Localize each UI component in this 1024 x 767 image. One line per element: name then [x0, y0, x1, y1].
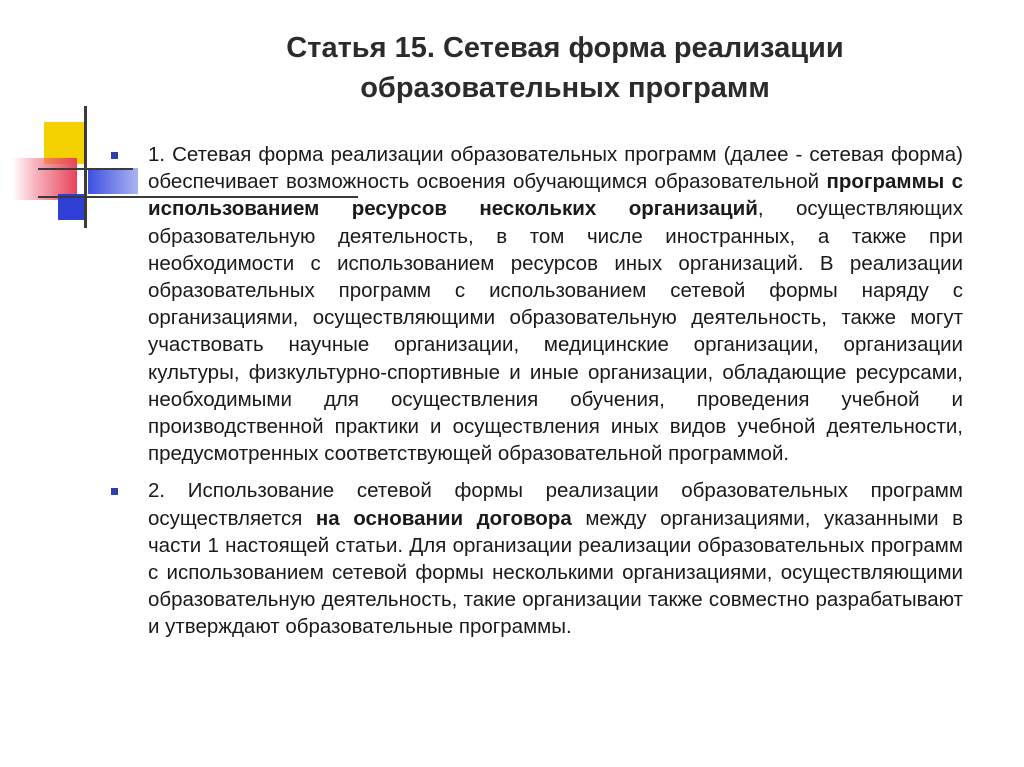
slide-title-line-2: образовательных программ	[360, 72, 770, 104]
decorative-short-horizontal-line	[38, 168, 133, 170]
slide-body	[148, 141, 963, 651]
decorative-vertical-line	[84, 106, 87, 228]
square-bullet-icon	[111, 152, 118, 159]
slide-title-line-1: Статья 15. Сетевая форма реализации	[286, 32, 844, 64]
slide-title	[150, 28, 980, 108]
decorative-light-blue-bar	[88, 168, 138, 194]
paragraph-2-text-end: между организациями, указанными в части 1 настоящей статьи. Для организации реализации образовательных программ с использованием сетевой формы несколькими организациями, осуществляющими образовательную деятельность, такие организации также совместно разрабатывают и утверждают образовательные программы.	[148, 506, 963, 639]
paragraph-1-text-end: , осуществляющих образовательную деятельность, в том числе иностранных, а также при необходимости с использованием ресурсов иных организаций. В реализации образовательных программ с использованием сетевой формы наряду с организациями, осуществляющими образовательную деятельность, также могут участвовать научные организации, медицинские организации, организации культуры, физкультурно-спортивные и иные организации, обладающие ресурсами, необходимыми для осуществления обучения, проведения учебной и производственной практики и осуществления иных видов учебной деятельности, предусмотренных соответствующей образовательной программой.	[148, 197, 963, 466]
paragraph-1-text-start: 1. Сетевая форма реализации образовательных программ (далее - сетевая форма) обеспечивает возможность освоения обучающимся образовательной	[148, 143, 963, 194]
paragraph-2-bold-phrase: на основании договора	[315, 506, 572, 530]
paragraph-2-text-start: 2. Использование сетевой формы реализации образовательных программ осуществляется	[148, 479, 963, 530]
square-bullet-icon	[111, 488, 118, 495]
bullet-paragraph-1	[148, 141, 963, 467]
bullet-paragraph-2	[148, 477, 963, 640]
paragraph-1-bold-phrase: программы с использованием ресурсов нескольких организаций	[148, 170, 964, 221]
